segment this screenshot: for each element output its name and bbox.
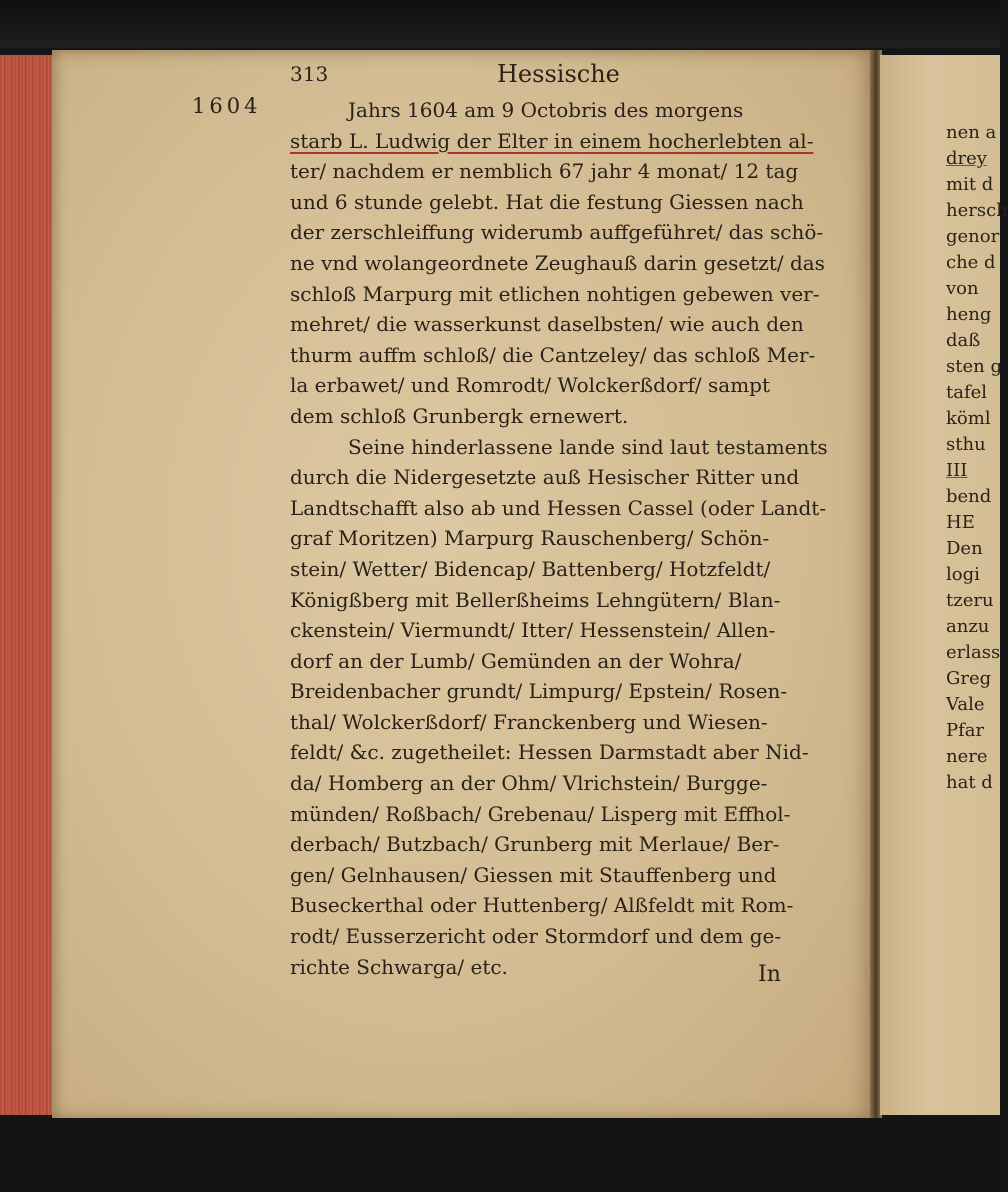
fragment-line: HE: [946, 512, 975, 533]
text-line: da/ Homberg an der Ohm/ Vlrichstein/ Burgge-: [290, 771, 768, 796]
text-line: ne vnd wolangeordnete Zeughauß darin gesetzt/ das: [290, 250, 825, 275]
fragment-line: hat d: [946, 772, 993, 793]
text-line: gen/ Gelnhausen/ Giessen mit Stauffenberg und: [290, 862, 777, 887]
right-page-text: [946, 120, 1008, 796]
text-line: Seine hinderlassene lande sind laut testaments: [348, 434, 828, 459]
text-line: ter/ nachdem er nemblich 67 jahr 4 monat/ 12 tag: [290, 159, 799, 184]
fragment-line: hersch: [946, 200, 1008, 221]
text-line: richte Schwarga/ etc.: [290, 954, 508, 979]
fragment-line: tzeru: [946, 590, 994, 611]
fragment-line: nen a: [946, 122, 997, 143]
page-number: 313: [290, 62, 329, 86]
text-line: Buseckerthal oder Huttenberg/ Alßfeldt mit Rom-: [290, 893, 794, 918]
text-line: durch die Nidergesetzte auß Hesischer Ritter und: [290, 465, 800, 490]
text-line: rodt/ Eusserzericht oder Stormdorf und dem ge-: [290, 924, 782, 949]
text-line: feldt/ &c. zugetheilet: Hessen Darmstadt aber Nid-: [290, 740, 809, 765]
fragment-line: sten g: [946, 356, 1002, 377]
bottom-dark-strip: [0, 1118, 1000, 1192]
fragment-line: Den: [946, 538, 983, 559]
text-line: starb L. Ludwig der Elter in einem hocherlebten al-: [290, 128, 814, 153]
page-edges: [0, 55, 55, 1115]
text-line: la erbawet/ und Romrodt/ Wolckerßdorf/ sampt: [290, 373, 771, 398]
text-line: mehret/ die wasserkunst daselbsten/ wie auch den: [290, 312, 804, 337]
fragment-line: köml: [946, 408, 991, 429]
catchword: In: [758, 962, 781, 987]
text-line: Jahrs 1604 am 9 Octobris des morgens: [348, 98, 744, 122]
text-line: schloß Marpurg mit etlichen nohtigen gebewen ver-: [290, 281, 820, 306]
text-line: stein/ Wetter/ Bidencap/ Battenberg/ Hotzfeldt/: [290, 556, 771, 581]
text-line: ckenstein/ Viermundt/ Itter/ Hessenstein/ Allen-: [290, 618, 776, 643]
text-line: thal/ Wolckerßdorf/ Franckenberg und Wiesen-: [290, 709, 768, 734]
text-line: Landtschafft also ab und Hessen Cassel (oder Landt-: [290, 495, 827, 520]
fragment-line: sthu: [946, 434, 986, 455]
fragment-line: von: [946, 278, 979, 299]
margin-year: 1604: [192, 94, 262, 118]
fragment-line: III: [946, 460, 968, 481]
text-line: dem schloß Grunbergk ernewert.: [290, 403, 629, 428]
text-line: Breidenbacher grundt/ Limpurg/ Epstein/ Rosen-: [290, 679, 788, 704]
fragment-line: tafel: [946, 382, 988, 403]
fragment-line: genor: [946, 226, 1000, 247]
fragment-line: mit d: [946, 174, 994, 195]
text-line: der zerschleiffung widerumb auffgeführet/ das schö-: [290, 220, 824, 245]
text-line: graf Moritzen) Marpurg Rauschenberg/ Schön-: [290, 526, 770, 551]
fragment-line: bend: [946, 486, 992, 507]
fragment-line: drey: [946, 148, 987, 169]
fragment-line: heng: [946, 304, 992, 325]
text-line: münden/ Roßbach/ Grebenau/ Lisperg mit Effhol-: [290, 801, 791, 826]
fragment-line: Greg: [946, 668, 992, 689]
body-text: [290, 95, 828, 982]
fragment-line: nere: [946, 746, 988, 767]
fragment-line: anzu: [946, 616, 990, 637]
text-line: derbach/ Butzbach/ Grunberg mit Merlaue/ Ber-: [290, 832, 780, 857]
running-head: Hessische: [497, 60, 620, 88]
text-line: dorf an der Lumb/ Gemünden an der Wohra/: [290, 648, 742, 673]
fragment-line: Pfar: [946, 720, 985, 741]
fragment-line: Vale: [946, 694, 985, 715]
top-dark-strip: [0, 0, 1000, 48]
text-line: thurm auffm schloß/ die Cantzeley/ das schloß Mer-: [290, 342, 816, 367]
fragment-line: daß: [946, 330, 981, 351]
text-line: und 6 stunde gelebt. Hat die festung Giessen nach: [290, 189, 804, 214]
fragment-line: logi: [946, 564, 980, 585]
fragment-line: erlass: [946, 642, 1001, 663]
fragment-line: che d: [946, 252, 996, 273]
text-line: Königßberg mit Bellerßheims Lehngütern/ Blan-: [290, 587, 781, 612]
